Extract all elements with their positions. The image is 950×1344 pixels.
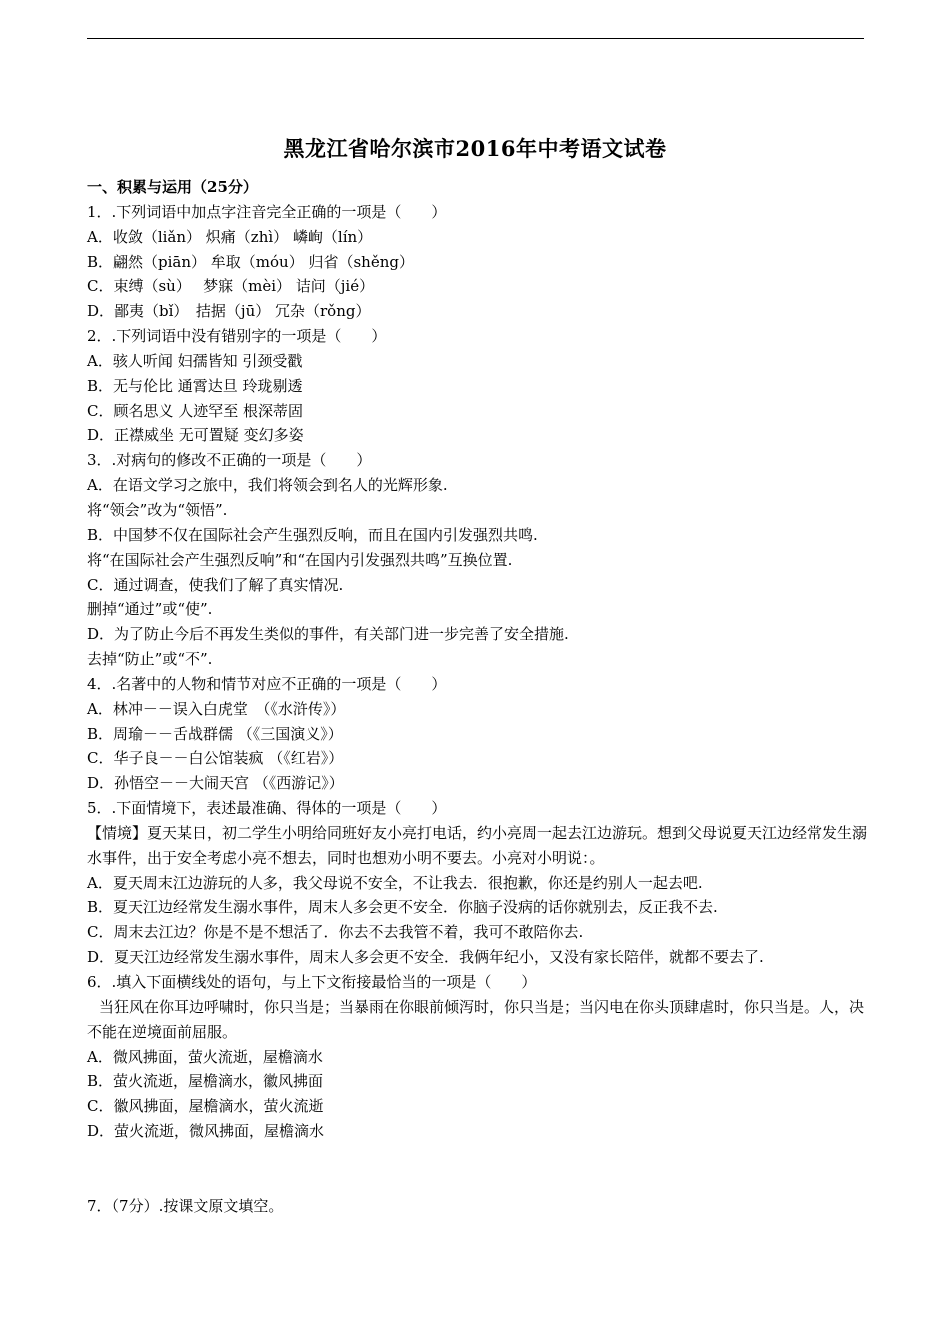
text-line: C．周末去江边？你是不是不想活了．你去不去我管不着，我可不敢陪你去. bbox=[87, 923, 584, 942]
text-line: B．翩然（piān） 牟取（móu） 归省（shěng） bbox=[87, 252, 414, 271]
text-line: B．中国梦不仅在国际社会产生强烈反响，而且在国内引发强烈共鸣. bbox=[87, 525, 538, 544]
text-line: 将“领会”改为“领悟”. bbox=[87, 500, 228, 519]
text-line: C．华子良－－白公馆装疯 （《红岩》） bbox=[87, 749, 344, 768]
question-list bbox=[87, 175, 867, 1144]
header-rule bbox=[87, 38, 864, 39]
text-line: B．萤火流逝，屋檐滴水，徽风拂面 bbox=[87, 1072, 324, 1091]
section-heading: 一、积累与运用（25分） bbox=[87, 178, 258, 196]
text-line: D．鄙夷（bǐ） 拮据（jū） 冗杂（rǒng） bbox=[87, 302, 371, 321]
exam-content bbox=[87, 175, 867, 1218]
text-line: 当狂风在你耳边呼啸时，你只当是；当暴雨在你眼前倾泻时，你只当是；当闪电在你头顶肆虐时，你只当是。人，决不能在逆境面前屈服。 bbox=[87, 997, 865, 1041]
text-line: C．顾名思义 人迹罕至 根深蒂固 bbox=[87, 401, 304, 420]
text-line: 【情境】夏天某日，初二学生小明给同班好友小亮打电话，约小亮周一起去江边游玩。想到父母说夏天江边经常发生溺水事件，出于安全考虑小亮不想去，同时也想劝小明不要去。小亮对小明说：。 bbox=[87, 823, 868, 867]
text-line: 1．.下列词语中加点字注音完全正确的一项是（ ） bbox=[87, 202, 447, 221]
text-line: D．夏天江边经常发生溺水事件，周末人多会更不安全．我俩年纪小，又没有家长陪伴，就都不要去了. bbox=[87, 948, 764, 967]
text-line: C．徽风拂面，屋檐滴水，萤火流逝 bbox=[87, 1097, 324, 1116]
question-list-continued bbox=[87, 1194, 867, 1219]
text-line: 4．.名著中的人物和情节对应不正确的一项是（ ） bbox=[87, 674, 447, 693]
text-line: C．束缚（sù） 梦寐（mèi） 诘问（jié） bbox=[87, 277, 375, 296]
text-line: B．无与伦比 通霄达旦 玲珑剔透 bbox=[87, 376, 303, 395]
text-line: 去掉“防止”或“不”. bbox=[87, 650, 213, 669]
spacer bbox=[87, 1144, 867, 1194]
text-line: 7．（7分）.按课文原文填空。 bbox=[87, 1196, 284, 1215]
text-line: 6．.填入下面横线处的语句，与上下文衔接最恰当的一项是（ ） bbox=[87, 973, 537, 991]
text-line: 2．.下列词语中没有错别字的一项是（ ） bbox=[87, 327, 387, 346]
text-line: B．夏天江边经常发生溺水事件，周末人多会更不安全．你脑子没病的话你就别去，反正我不去. bbox=[87, 898, 718, 917]
page-title: 黑龙江省哈尔滨市2016年中考语文试卷 bbox=[283, 136, 667, 161]
text-line: A．在语文学习之旅中，我们将领会到名人的光辉形象. bbox=[87, 476, 448, 495]
text-line: A．骇人听闻 妇孺皆知 引颈受戳 bbox=[87, 351, 303, 370]
text-line: 将“在国际社会产生强烈反响”和“在国内引发强烈共鸣”互换位置. bbox=[87, 550, 513, 569]
text-line: D．为了防止今后不再发生类似的事件，有关部门进一步完善了安全措施. bbox=[87, 625, 569, 644]
text-line: 3．.对病句的修改不正确的一项是（ ） bbox=[87, 451, 372, 470]
text-line: D．萤火流逝，微风拂面，屋檐滴水 bbox=[87, 1122, 325, 1141]
text-line: B．周瑜－－舌战群儒 （《三国演义》） bbox=[87, 724, 343, 743]
text-line: A．微风拂面，萤火流逝，屋檐滴水 bbox=[87, 1047, 323, 1066]
text-line: D．正襟威坐 无可置疑 变幻多姿 bbox=[87, 426, 304, 445]
text-line: D．孙悟空－－大闹天宫 （《西游记》） bbox=[87, 774, 344, 793]
text-line: A．夏天周末江边游玩的人多，我父母说不安全，不让我去．很抱歉，你还是约别人一起去吧. bbox=[87, 873, 703, 892]
text-line: C．通过调查，使我们了解了真实情况. bbox=[87, 575, 344, 594]
text-line: A．林冲－－误入白虎堂 （《水浒传》） bbox=[87, 699, 346, 718]
text-line: 5．.下面情境下，表述最准确、得体的一项是（ ） bbox=[87, 799, 447, 818]
text-line: A．收敛（liǎn） 炽痛（zhì） 嶙峋（lín） bbox=[87, 227, 373, 246]
text-line: 删掉“通过”或“使”. bbox=[87, 600, 213, 619]
